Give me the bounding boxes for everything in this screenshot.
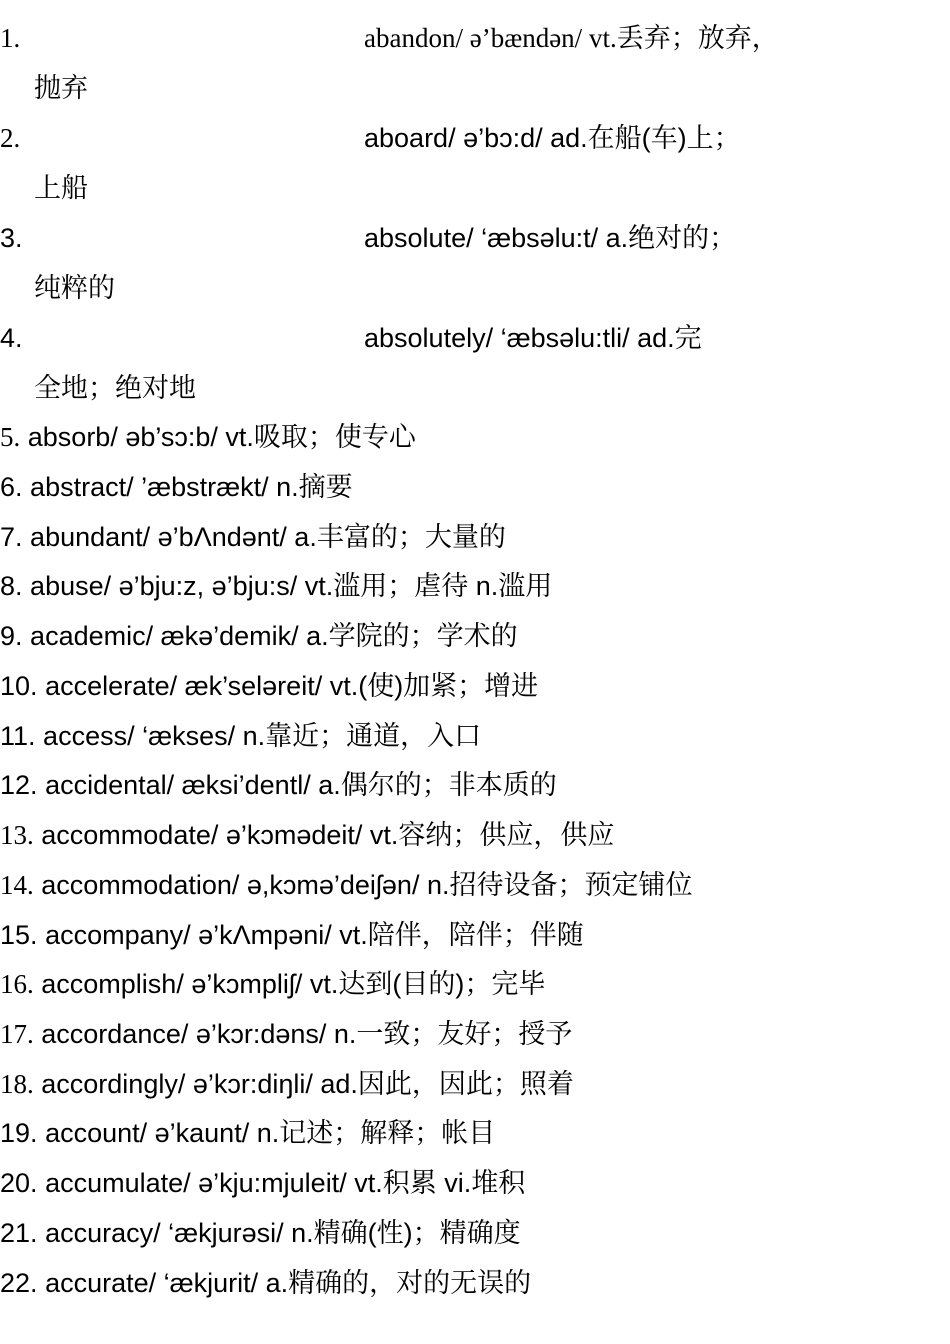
entry-text: accuracy/ ‘ækjurəsi/ n.精确(性)；精确度 [45, 1218, 521, 1248]
entry-number: 5. [0, 422, 21, 452]
entry-text: absorb/ əb’sɔ:b/ vt.吸取；使专心 [27, 422, 416, 452]
entry-number: 12. [0, 770, 38, 800]
entry-number: 14. [0, 870, 34, 900]
vocab-entry-7 [0, 517, 506, 557]
entry-continuation-line: 抛弃 [34, 73, 88, 103]
entry-text: abstract/ ’æbstrækt/ n.摘要 [30, 472, 353, 502]
entry-text: accelerate/ æk’seləreit/ vt.(使)加紧；增进 [45, 671, 539, 701]
vocab-entry-13 [0, 815, 614, 855]
entry-text: academic/ ækə’demik/ a.学院的；学术的 [30, 621, 518, 651]
entry-number: 4. [0, 323, 23, 353]
vocab-entry-22 [0, 1263, 531, 1303]
entry-number: 11. [0, 721, 36, 751]
entry-text: accommodation/ ə,kɔmə’deiʃən/ n.招待设备；预定铺位 [41, 870, 693, 900]
entry-number: 18. [0, 1069, 34, 1099]
entry-text: access/ ‘ækses/ n.靠近；通道，入口 [43, 721, 482, 751]
vocab-entry-10 [0, 666, 538, 706]
entry-headword-line: abandon/ ə’bændən/ vt.丢弃；放弃， [364, 23, 779, 53]
entry-text: accidental/ æksi’dentl/ a.偶尔的；非本质的 [45, 770, 557, 800]
vocab-entry-17 [0, 1014, 572, 1054]
vocab-entry-3 [0, 218, 950, 308]
entry-text: abundant/ ə’bΛndənt/ a.丰富的；大量的 [30, 522, 506, 552]
entry-number: 9. [0, 621, 23, 651]
entry-headword-line: absolute/ ‘æbsəlu:t/ a.绝对的； [364, 223, 737, 253]
entry-text: accomplish/ ə’kɔmpliʃ/ vt.达到(目的)；完毕 [41, 969, 546, 999]
entry-text: accurate/ ‘ækjurit/ a.精确的，对的无误的 [45, 1268, 532, 1298]
vocab-entry-18 [0, 1064, 574, 1104]
vocab-entry-5 [0, 417, 416, 457]
entry-number: 6. [0, 472, 23, 502]
vocab-entry-14 [0, 865, 692, 905]
entry-text: accumulate/ ə’kju:mjuleit/ vt.积累 vi.堆积 [45, 1168, 526, 1198]
vocab-entry-9 [0, 616, 518, 656]
entry-number: 22. [0, 1268, 38, 1298]
entry-number: 3. [0, 223, 23, 253]
vocab-entry-11 [0, 716, 481, 756]
entry-number: 7. [0, 522, 23, 552]
vocab-entry-1 [0, 18, 950, 108]
entry-number: 10. [0, 671, 38, 701]
entry-headword-line: aboard/ ə’bɔ:d/ ad.在船(车)上； [364, 123, 741, 153]
vocab-entry-12 [0, 765, 557, 805]
entry-text: abuse/ ə’bju:z, ə’bju:s/ vt.滥用；虐待 n.滥用 [30, 571, 553, 601]
entry-text: accordance/ ə’kɔr:dəns/ n.一致；友好；授予 [41, 1019, 573, 1049]
entry-number: 1. [0, 23, 21, 53]
vocab-entry-20 [0, 1163, 525, 1203]
entry-continuation-line: 上船 [34, 173, 88, 203]
vocab-entry-16 [0, 964, 545, 1004]
entry-continuation-line: 全地；绝对地 [34, 373, 196, 403]
vocab-entry-19 [0, 1113, 495, 1153]
entry-text: accompany/ ə’kΛmpəni/ vt.陪伴，陪伴；伴随 [45, 920, 584, 950]
entry-continuation-line: 纯粹的 [34, 273, 115, 303]
entry-number: 16. [0, 969, 34, 999]
entry-headword-line: absolutely/ ‘æbsəlu:tli/ ad.完 [364, 323, 702, 353]
entry-number: 13. [0, 820, 34, 850]
vocab-entry-21 [0, 1213, 521, 1253]
entry-text: accordingly/ ə’kɔr:diŋli/ ad.因此，因此；照着 [41, 1069, 574, 1099]
vocab-entry-8 [0, 566, 552, 606]
vocab-entry-2 [0, 118, 950, 208]
vocab-entry-15 [0, 915, 584, 955]
entry-number: 17. [0, 1019, 34, 1049]
entry-text: account/ ə’kaunt/ n.记述；解释；帐目 [45, 1118, 496, 1148]
vocab-entry-6 [0, 467, 353, 507]
entry-number: 2. [0, 123, 21, 153]
entry-number: 19. [0, 1118, 38, 1148]
entry-number: 21. [0, 1218, 38, 1248]
entry-number: 15. [0, 920, 38, 950]
vocab-entry-4 [0, 318, 950, 408]
entry-number: 20. [0, 1168, 38, 1198]
entry-number: 8. [0, 571, 23, 601]
entry-text: accommodate/ ə’kɔmədeit/ vt.容纳；供应，供应 [41, 820, 615, 850]
